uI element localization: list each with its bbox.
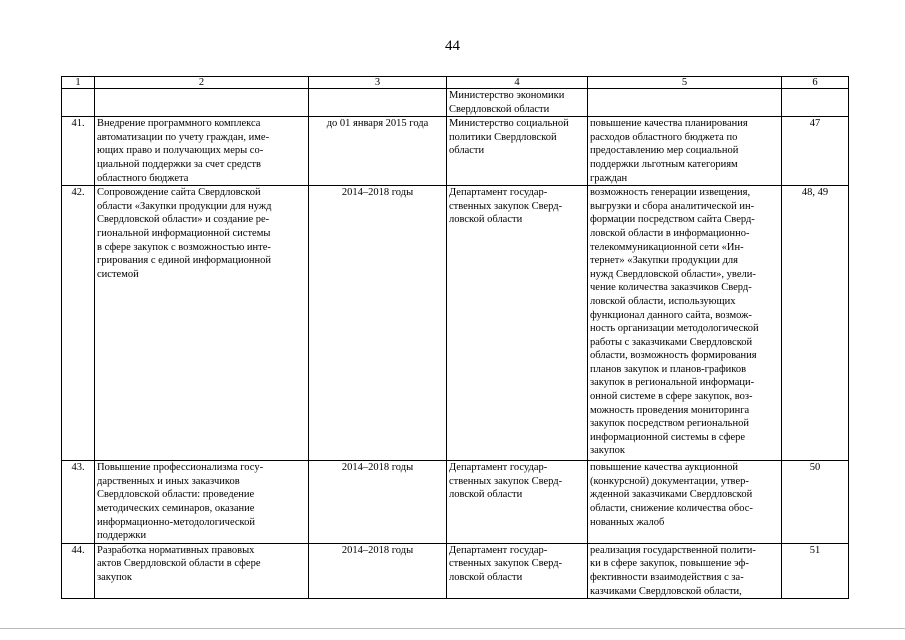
measure-target: 48, 49	[782, 186, 849, 461]
measure-name	[95, 89, 309, 117]
header-col-5: 5	[588, 77, 782, 89]
measure-executor: Департамент государ- ственных закупок Сверд- ловской области	[447, 461, 588, 544]
measures-table	[61, 76, 849, 599]
header-row	[62, 77, 849, 89]
measure-term: 2014–2018 годы	[309, 186, 447, 461]
measure-target: 50	[782, 461, 849, 544]
measure-executor: Министерство экономики Свердловской области	[447, 89, 588, 117]
page-edge-divider	[0, 628, 905, 629]
measure-name: Повышение профессионализма госу- дарственных и иных заказчиков Свердловской области: проведение методических семинаров, оказание информационно-методологической поддержки	[95, 461, 309, 544]
table-row	[62, 461, 849, 544]
measure-executor: Департамент государ- ственных закупок Сверд- ловской области	[447, 186, 588, 461]
header-col-2: 2	[95, 77, 309, 89]
measure-result: возможность генерации извещения, выгрузки и сбора аналитической ин- формации посредством сайта Сверд- ловской области в информационно- телекоммуникационной сети «Ин- тернет» «Закупки продукции для нужд Свердловской области», увели- чение количества заказчиков Сверд- ловской области, использующих функционал данного сайта, возмож- ность организации методологической работы с заказчиками Свердловской области, возможность формирования планов закупок и планов-графиков закупок в региональной информаци- онной системе в сфере закупок, воз- можность проведения мониторинга закупок посредством региональной информационной системы в сфере закупок	[588, 186, 782, 461]
measure-result	[588, 89, 782, 117]
table-row	[62, 543, 849, 598]
row-number: 41.	[62, 117, 95, 186]
measure-term: 2014–2018 годы	[309, 543, 447, 598]
measure-result: повышение качества планирования расходов областного бюджета по предоставлению мер социальной поддержки льготным категориям граждан	[588, 117, 782, 186]
measure-term	[309, 89, 447, 117]
measure-term: до 01 января 2015 года	[309, 117, 447, 186]
measure-result: повышение качества аукционной (конкурсной) документации, утвер- жденной заказчиками Свердловской области, снижение количества обос- нованных жалоб	[588, 461, 782, 544]
header-col-6: 6	[782, 77, 849, 89]
measure-executor: Министерство социальной политики Свердловской области	[447, 117, 588, 186]
row-number	[62, 89, 95, 117]
row-number: 42.	[62, 186, 95, 461]
measure-target: 51	[782, 543, 849, 598]
header-col-3: 3	[309, 77, 447, 89]
table-row	[62, 117, 849, 186]
row-number: 43.	[62, 461, 95, 544]
measure-name: Сопровождение сайта Свердловской области «Закупки продукции для нужд Свердловской области» и создание ре- гиональной информационной системы в сфере закупок с возможностью инте- грирования с единой информационной системой	[95, 186, 309, 461]
measure-term: 2014–2018 годы	[309, 461, 447, 544]
measure-executor: Департамент государ- ственных закупок Сверд- ловской области	[447, 543, 588, 598]
row-number: 44.	[62, 543, 95, 598]
header-col-4: 4	[447, 77, 588, 89]
table-row	[62, 186, 849, 461]
header-col-1: 1	[62, 77, 95, 89]
measure-name: Внедрение программного комплекса автоматизации по учету граждан, име- ющих право и получающих меры со- циальной поддержки за счет средств областного бюджета	[95, 117, 309, 186]
page-number: 44	[445, 38, 460, 54]
measure-target	[782, 89, 849, 117]
table-row	[62, 89, 849, 117]
measure-result: реализация государственной полити- ки в сфере закупок, повышение эф- фективности взаимодействия с за- казчиками Свердловской области,	[588, 543, 782, 598]
measure-name: Разработка нормативных правовых актов Свердловской области в сфере закупок	[95, 543, 309, 598]
measure-target: 47	[782, 117, 849, 186]
